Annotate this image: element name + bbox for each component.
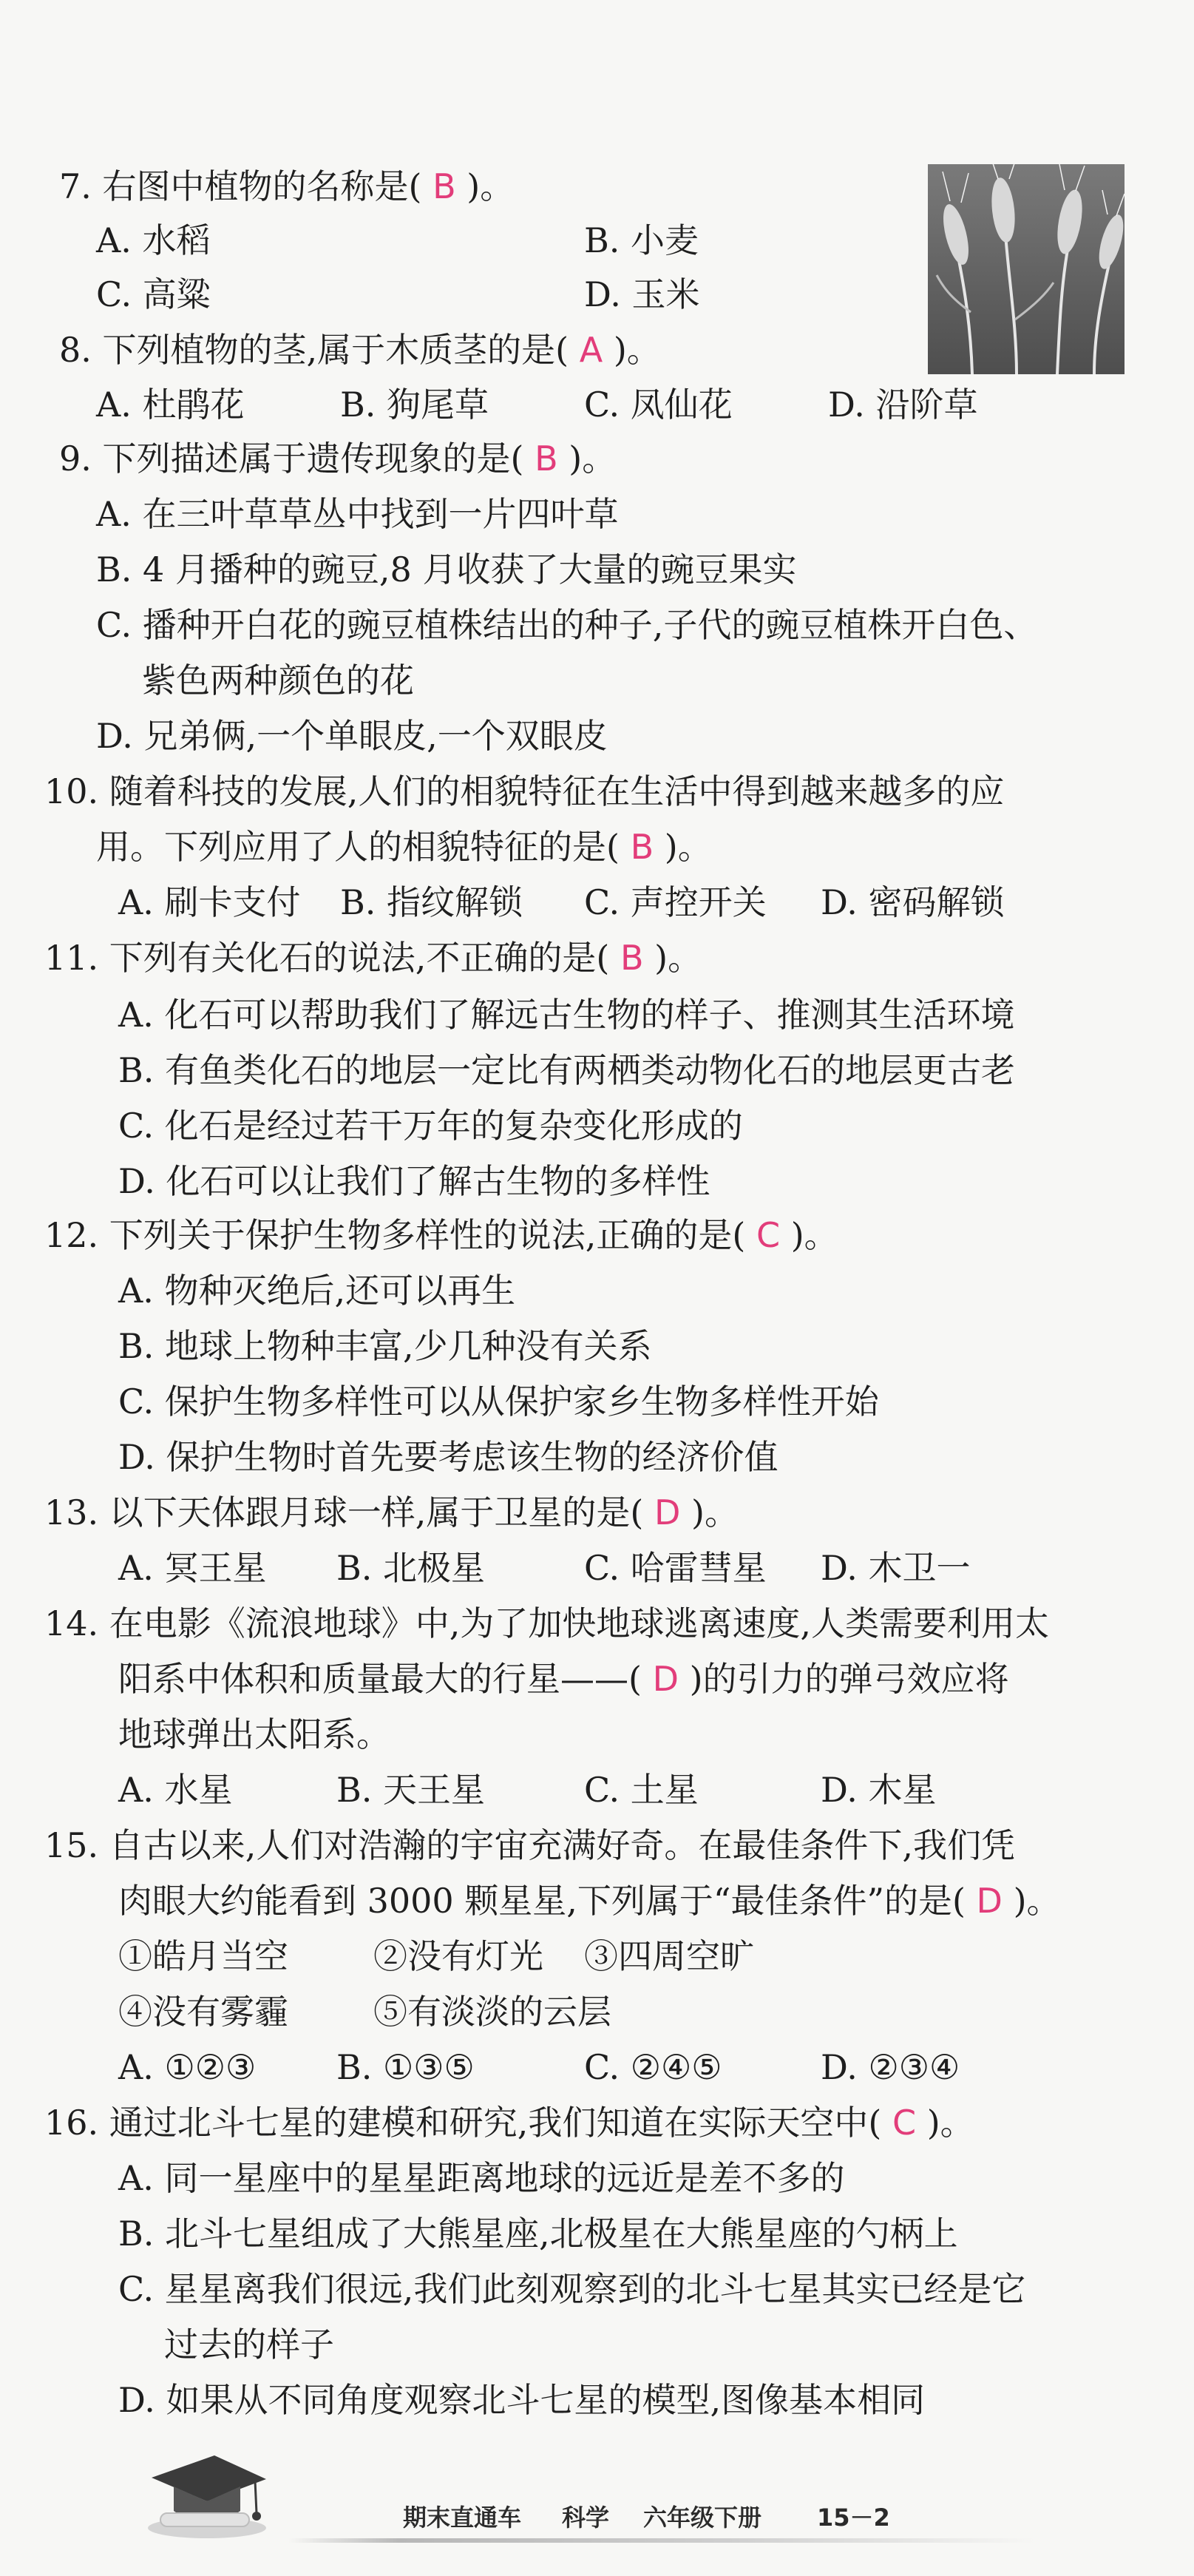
q10-option-d: D. 密码解锁 <box>821 882 1005 922</box>
q8-option-a: A. 杜鹃花 <box>96 385 245 425</box>
q16-option-d: D. 如果从不同角度观察北斗七星的模型,图像基本相同 <box>118 2380 926 2420</box>
q8-answer: A <box>579 330 603 370</box>
q8-option-c: C. 凤仙花 <box>584 385 733 425</box>
q13-option-c: C. 哈雷彗星 <box>584 1548 767 1588</box>
q10-stem: 用。下列应用了人的相貌特征的是( B )。 <box>96 827 712 867</box>
q7-option-d: D. 玉米 <box>584 274 700 314</box>
q15-condition-5: ⑤有淡淡的云层 <box>373 1992 611 2032</box>
q9-answer: B <box>535 439 558 479</box>
footer-subject: 科学 <box>562 2504 610 2532</box>
q12-option-b: B. 地球上物种丰富,少几种没有关系 <box>118 1326 652 1366</box>
q7-stem: 7. 右图中植物的名称是( B )。 <box>59 166 515 206</box>
q15-option-a: A. ①②③ <box>118 2047 257 2087</box>
q8-stem: 8. 下列植物的茎,属于木质茎的是( A )。 <box>59 330 661 370</box>
q14-option-b: B. 天王星 <box>336 1770 486 1810</box>
q13-option-a: A. 冥王星 <box>118 1548 267 1588</box>
q16-option-a: A. 同一星座中的星星距离地球的远近是差不多的 <box>118 2158 845 2198</box>
q14-stem-line1: 14. 在电影《流浪地球》中,为了加快地球逃离速度,人类需要利用太 <box>44 1603 1050 1643</box>
q12-answer: C <box>756 1215 781 1255</box>
q15-answer: D <box>976 1881 1003 1921</box>
wheat-photo <box>928 164 1125 374</box>
q15-condition-1: ①皓月当空 <box>118 1936 288 1976</box>
q15-condition-4: ④没有雾霾 <box>118 1992 288 2032</box>
q14-option-a: A. 水星 <box>118 1770 233 1810</box>
q15-stem-line1: 15. 自古以来,人们对浩瀚的宇宙充满好奇。在最佳条件下,我们凭 <box>44 1825 1016 1865</box>
q16-stem: 16. 通过北斗七星的建模和研究,我们知道在实际天空中( C )。 <box>44 2103 974 2143</box>
q7-option-a: A. 水稻 <box>96 220 211 260</box>
page-footer <box>0 2489 1194 2533</box>
q14-option-c: C. 土星 <box>584 1770 699 1810</box>
q16-option-c-cont: 过去的样子 <box>164 2325 334 2364</box>
footer-grade: 六年级下册 <box>643 2504 762 2532</box>
q10-option-a: A. 刷卡支付 <box>118 882 301 922</box>
q12-stem: 12. 下列关于保护生物多样性的说法,正确的是( C )。 <box>44 1215 838 1255</box>
q13-stem: 13. 以下天体跟月球一样,属于卫星的是( D )。 <box>44 1492 739 1532</box>
q16-option-c: C. 星星离我们很远,我们此刻观察到的北斗七星其实已经是它 <box>118 2269 1026 2309</box>
q11-option-c: C. 化石是经过若干万年的复杂变化形成的 <box>118 1106 743 1146</box>
footer-rule <box>288 2538 1035 2543</box>
q13-answer: D <box>654 1492 681 1532</box>
q13-option-b: B. 北极星 <box>336 1548 486 1588</box>
q16-option-b: B. 北斗七星组成了大熊星座,北极星在大熊星座的勺柄上 <box>118 2214 958 2254</box>
q12-option-c: C. 保护生物多样性可以从保护家乡生物多样性开始 <box>118 1382 879 1421</box>
q9-option-a: A. 在三叶草草丛中找到一片四叶草 <box>96 494 619 534</box>
q14-answer: D <box>652 1659 679 1699</box>
q9-option-c: C. 播种开白花的豌豆植株结出的种子,子代的豌豆植株开白色、 <box>96 605 1038 645</box>
q10-stem-line1: 10. 随着科技的发展,人们的相貌特征在生活中得到越来越多的应 <box>44 771 1005 811</box>
q14-stem: 阳系中体积和质量最大的行星——( D )的引力的弹弓效应将 <box>118 1659 1009 1699</box>
footer-page-number: 15－2 <box>817 2504 890 2532</box>
q11-option-d: D. 化石可以让我们了解古生物的多样性 <box>118 1161 710 1201</box>
q15-condition-2: ②没有灯光 <box>373 1936 543 1976</box>
q9-option-c-cont: 紫色两种颜色的花 <box>142 660 414 700</box>
q10-answer: B <box>630 827 654 867</box>
q7-answer: B <box>433 166 456 206</box>
q16-answer: C <box>892 2103 917 2143</box>
q12-option-a: A. 物种灭绝后,还可以再生 <box>118 1271 516 1311</box>
q14-stem-line3: 地球弹出太阳系。 <box>118 1714 390 1754</box>
q15-option-c: C. ②④⑤ <box>584 2047 722 2087</box>
q10-option-b: B. 指纹解锁 <box>340 882 523 922</box>
q8-option-d: D. 沿阶草 <box>828 385 978 425</box>
q15-stem: 肉眼大约能看到 3000 颗星星,下列属于“最佳条件”的是( D )。 <box>118 1881 1061 1921</box>
q9-stem: 9. 下列描述属于遗传现象的是( B )。 <box>59 439 617 479</box>
q11-answer: B <box>620 938 644 978</box>
q7-option-b: B. 小麦 <box>584 220 699 260</box>
q9-option-d: D. 兄弟俩,一个单眼皮,一个双眼皮 <box>96 716 608 756</box>
q15-condition-3: ③四周空旷 <box>584 1936 754 1976</box>
q8-option-b: B. 狗尾草 <box>340 385 489 425</box>
q15-option-b: B. ①③⑤ <box>336 2047 475 2087</box>
footer-book-title: 期末直通车 <box>403 2504 522 2532</box>
q10-option-c: C. 声控开关 <box>584 882 767 922</box>
q7-option-c: C. 高粱 <box>96 274 211 314</box>
q15-option-d: D. ②③④ <box>821 2047 960 2087</box>
q14-option-d: D. 木星 <box>821 1770 937 1810</box>
q11-stem: 11. 下列有关化石的说法,不正确的是( B )。 <box>44 938 702 978</box>
q9-option-b: B. 4 月播种的豌豆,8 月收获了大量的豌豆果实 <box>96 550 797 589</box>
q11-option-b: B. 有鱼类化石的地层一定比有两栖类动物化石的地层更古老 <box>118 1050 1016 1090</box>
q11-option-a: A. 化石可以帮助我们了解远古生物的样子、推测其生活环境 <box>118 995 1015 1035</box>
q12-option-d: D. 保护生物时首先要考虑该生物的经济价值 <box>118 1437 779 1477</box>
q13-option-d: D. 木卫一 <box>821 1548 971 1588</box>
